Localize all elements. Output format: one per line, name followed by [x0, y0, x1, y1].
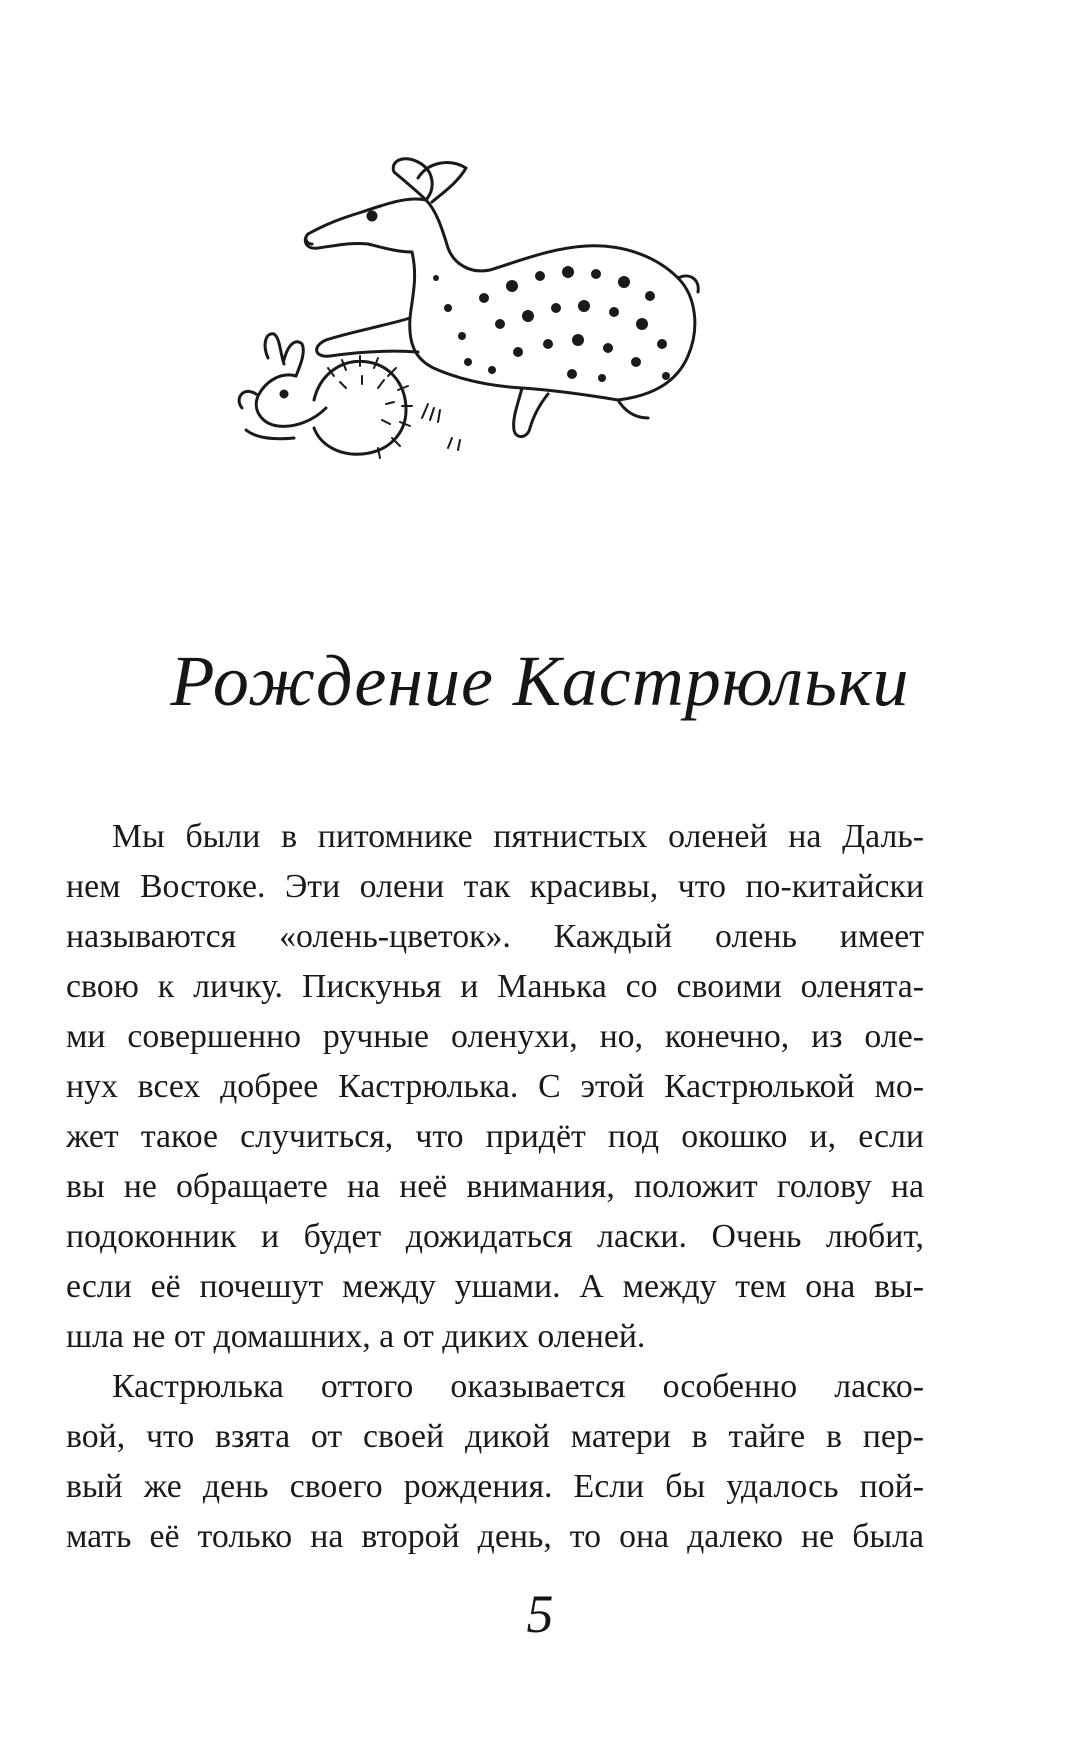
- text-line: называются «олень-цветок». Каждый олень имеет: [66, 918, 924, 955]
- text-line: ми совершенно ручные оленухи, но, конечно, из оле-: [66, 1018, 924, 1055]
- text-line: жет такое случиться, что придёт под окошко и, если: [66, 1118, 924, 1155]
- text-line: вой, что взята от своей дикой матери в тайге в пер-: [66, 1418, 924, 1455]
- text-line: подоконник и будет дожидаться ласки. Очень любит,: [66, 1218, 924, 1255]
- text-line: нух всех добрее Кастрюлька. С этой Кастрюлькой мо-: [66, 1068, 924, 1105]
- text-line: вый же день своего рождения. Если бы удалось пой-: [66, 1468, 924, 1505]
- text-line: вы не обращаете на неё внимания, положит голову на: [66, 1168, 924, 1205]
- chapter-title: Рождение Кастрюльки: [170, 641, 910, 721]
- text-line: нем Востоке. Эти олени так красивы, что по-китайски: [66, 868, 924, 905]
- page-number: 5: [526, 1584, 554, 1644]
- text-line: шла не от домашних, а от диких оленей.: [66, 1318, 646, 1355]
- text-line: если её почешут между ушами. А между тем она вы-: [66, 1268, 924, 1305]
- text-line: Кастрюлька оттого оказывается особенно ласко-: [112, 1368, 924, 1405]
- text-line: Мы были в питомнике пятнистых оленей на Даль-: [112, 818, 924, 855]
- fawn-illustration: [222, 148, 732, 548]
- text-line: свою к личку. Пискунья и Манька со своими оленята-: [66, 968, 924, 1005]
- text-line: мать её только на второй день, то она далеко не была: [66, 1518, 924, 1555]
- body-text: [66, 812, 924, 1562]
- fawn-and-rabbit-drawing: [222, 148, 732, 548]
